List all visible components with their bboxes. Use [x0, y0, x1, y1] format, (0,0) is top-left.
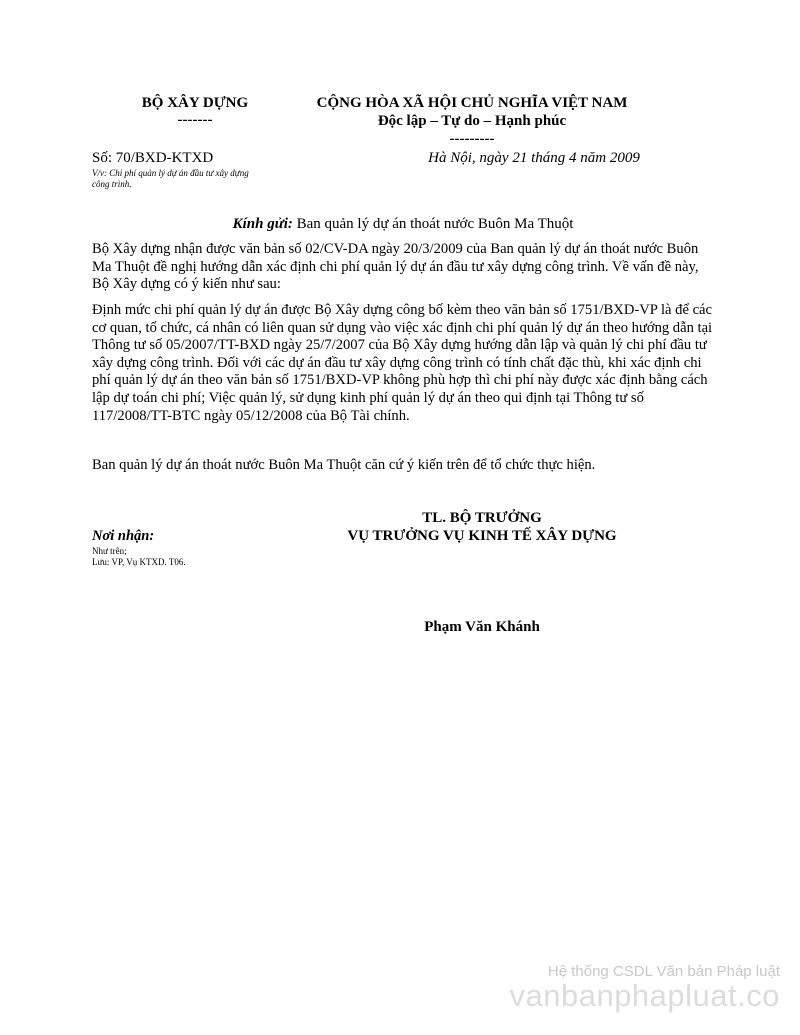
receiver-item: Như trên;: [92, 546, 127, 556]
signatory-name: Phạm Văn Khánh: [424, 619, 540, 635]
subject-line-1: V/v: Chi phí quản lý dự án đầu tư xây dựng: [92, 168, 249, 178]
ministry-name: BỘ XÂY DỰNG: [141, 95, 249, 111]
body-paragraph-3: Ban quản lý dự án thoát nước Buôn Ma Thuột căn cứ ý kiến trên để tổ chức thực hiện.: [92, 457, 596, 473]
ministry-underline: -------: [177, 112, 213, 128]
receiver-item: Lưu: VP, Vụ KTXD. T06.: [92, 557, 186, 567]
document-number: Số: 70/BXD-KTXD: [92, 150, 214, 166]
watermark-caption: Hệ thống CSDL Văn bản Pháp luật: [547, 963, 780, 980]
place-date: Hà Nội, ngày 21 tháng 4 năm 2009: [428, 150, 640, 166]
signature-title: TL. BỘ TRƯỞNG: [422, 510, 542, 526]
recipient-label: Kính gửi:: [232, 216, 293, 232]
document-subject: [92, 168, 322, 190]
receivers-list: [92, 546, 292, 568]
recipient-name: Ban quản lý dự án thoát nước Buôn Ma Thuột: [296, 216, 574, 232]
country-name: CỘNG HÒA XÃ HỘI CHỦ NGHĨA VIỆT NAM: [316, 95, 628, 111]
watermark-site: vanbanphapluat.co: [509, 978, 780, 1013]
signature-position: VỤ TRƯỞNG VỤ KINH TẾ XÂY DỰNG: [347, 528, 617, 544]
national-motto: Độc lập – Tự do – Hạnh phúc: [377, 113, 567, 129]
receivers-label: Nơi nhận:: [92, 528, 155, 544]
subject-line-2: công trình.: [92, 179, 132, 189]
body-paragraph-1: Bộ Xây dựng nhận được văn bản số 02/CV-DA ngày 20/3/2009 của Ban quản lý dự án thoát nước Buôn Ma Thuột đề nghị hướng dẫn xác định chi phí quản lý dự án đầu tư xây dựng công trình. Về vấn đề này, Bộ Xây dựng có ý kiến như sau:: [92, 241, 699, 293]
motto-underline: ---------: [449, 131, 495, 147]
body-paragraph-2: Định mức chi phí quản lý dự án được Bộ Xây dựng công bố kèm theo văn bản số 1751/BXD-VP là để các cơ quan, tổ chức, cá nhân có liên quan sử dụng vào việc xác định chi phí quản lý dự án theo hướng dẫn tại Thông tư số 05/2007/TT-BXD ngày 25/7/2007 của Bộ Xây dựng hướng dẫn lập và quản lý chi phí đầu tư xây dựng công trình. Đối với các dự án đầu tư xây dựng công trình có tính chất đặc thù, khi xác định chi phí quản lý dự án theo văn bản số 1751/BXD-VP không phù hợp thì chi phí này được xác định bằng cách lập dự toán chi phí; Việc quản lý, sử dụng kinh phí quản lý dự án theo qui định tại Thông tư số 117/2008/TT-BTC ngày 05/12/2008 của Bộ Tài chính.: [92, 302, 713, 424]
recipient-line: [92, 215, 714, 233]
